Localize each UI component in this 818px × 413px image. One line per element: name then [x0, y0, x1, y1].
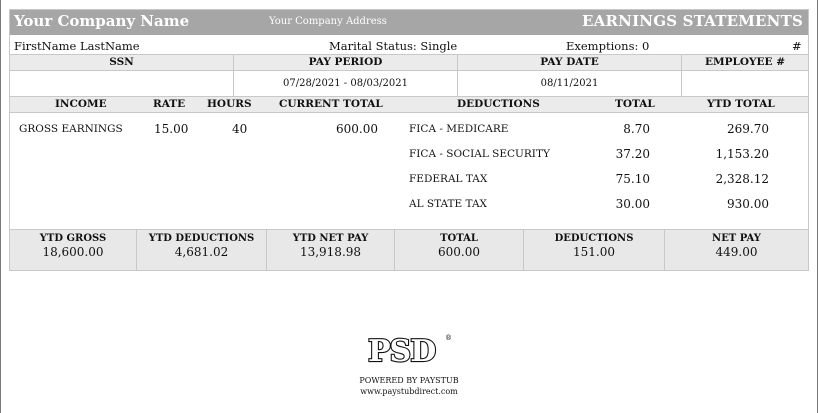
summary-value: 449.00: [715, 245, 758, 259]
deduction-ytd: 269.70: [727, 122, 769, 136]
pay-period-value: 07/28/2021 - 08/03/2021: [234, 71, 457, 97]
income-rate: 15.00: [154, 122, 189, 136]
summary-cell: [524, 230, 665, 270]
pay-date-header: PAY DATE: [458, 55, 681, 71]
pay-period-header: PAY PERIOD: [234, 55, 457, 71]
summary-cell: [137, 230, 267, 270]
summary-label: NET PAY: [712, 233, 761, 244]
marital-status: Marital Status: Single: [329, 39, 458, 53]
summary-label: YTD DEDUCTIONS: [148, 233, 255, 244]
deduction-total: 75.10: [615, 172, 650, 186]
pay-date-value: 08/11/2021: [458, 71, 681, 97]
income-header: INCOME: [55, 98, 107, 110]
ssn-value: [10, 71, 233, 97]
paystub-url: www.paystubdirect.com: [360, 387, 458, 396]
ssn-header: SSN: [10, 55, 233, 71]
summary-label: DEDUCTIONS: [554, 233, 634, 244]
summary-value: 600.00: [438, 245, 480, 259]
statement-header: [10, 10, 808, 35]
deduction-name: AL STATE TAX: [409, 198, 488, 210]
income-hours: 40: [232, 122, 248, 136]
registered-mark: ®: [445, 334, 452, 342]
summary-value: 13,918.98: [299, 245, 362, 259]
psd-logo-text: PSD: [368, 334, 436, 364]
hours-header: HOURS: [207, 98, 252, 110]
main-table-body: [10, 113, 808, 229]
summary-row: [10, 229, 808, 270]
employee-number-header: EMPLOYEE #: [682, 55, 808, 71]
statement-title: EARNINGS STATEMENTS: [582, 12, 803, 30]
income-current-total: 600.00: [336, 122, 378, 136]
employee-number-sign: #: [792, 39, 802, 53]
main-table-header: [10, 97, 808, 113]
company-name: Your Company Name: [14, 12, 190, 30]
info-table: [10, 55, 808, 97]
exemptions: Exemptions: 0: [566, 39, 650, 53]
employee-number-value: [682, 71, 808, 97]
ytd-total-header: YTD TOTAL: [707, 98, 775, 110]
deduction-total: 30.00: [615, 197, 650, 211]
powered-by-text: POWERED BY PAYSTUB: [359, 376, 459, 385]
deduction-ytd: 930.00: [727, 197, 769, 211]
rate-header: RATE: [153, 98, 186, 110]
summary-cell: [267, 230, 395, 270]
employee-name: FirstName LastName: [14, 39, 140, 53]
deduction-ytd: 1,153.20: [715, 147, 769, 161]
income-name: GROSS EARNINGS: [19, 123, 123, 135]
summary-cell: [665, 230, 808, 270]
deduction-name: FICA - MEDICARE: [409, 123, 509, 135]
earnings-statement: [9, 9, 809, 271]
psd-logo: [366, 334, 446, 364]
summary-value: 18,600.00: [42, 245, 104, 259]
summary-cell: [395, 230, 524, 270]
summary-label: YTD GROSS: [39, 233, 107, 244]
summary-value: 151.00: [573, 245, 615, 259]
deduction-total: 8.70: [623, 122, 650, 136]
current-total-header: CURRENT TOTAL: [279, 98, 383, 110]
employee-row: [10, 35, 808, 55]
total-header: TOTAL: [615, 98, 655, 110]
deductions-header: DEDUCTIONS: [457, 98, 540, 110]
deduction-name: FICA - SOCIAL SECURITY: [409, 148, 550, 160]
summary-cell: [10, 230, 137, 270]
company-address: Your Company Address: [269, 16, 387, 27]
deduction-total: 37.20: [615, 147, 650, 161]
summary-value: 4,681.02: [174, 245, 229, 259]
deduction-name: FEDERAL TAX: [409, 173, 488, 185]
summary-label: YTD NET PAY: [292, 233, 369, 244]
summary-label: TOTAL: [440, 233, 478, 244]
deduction-ytd: 2,328.12: [715, 172, 769, 186]
